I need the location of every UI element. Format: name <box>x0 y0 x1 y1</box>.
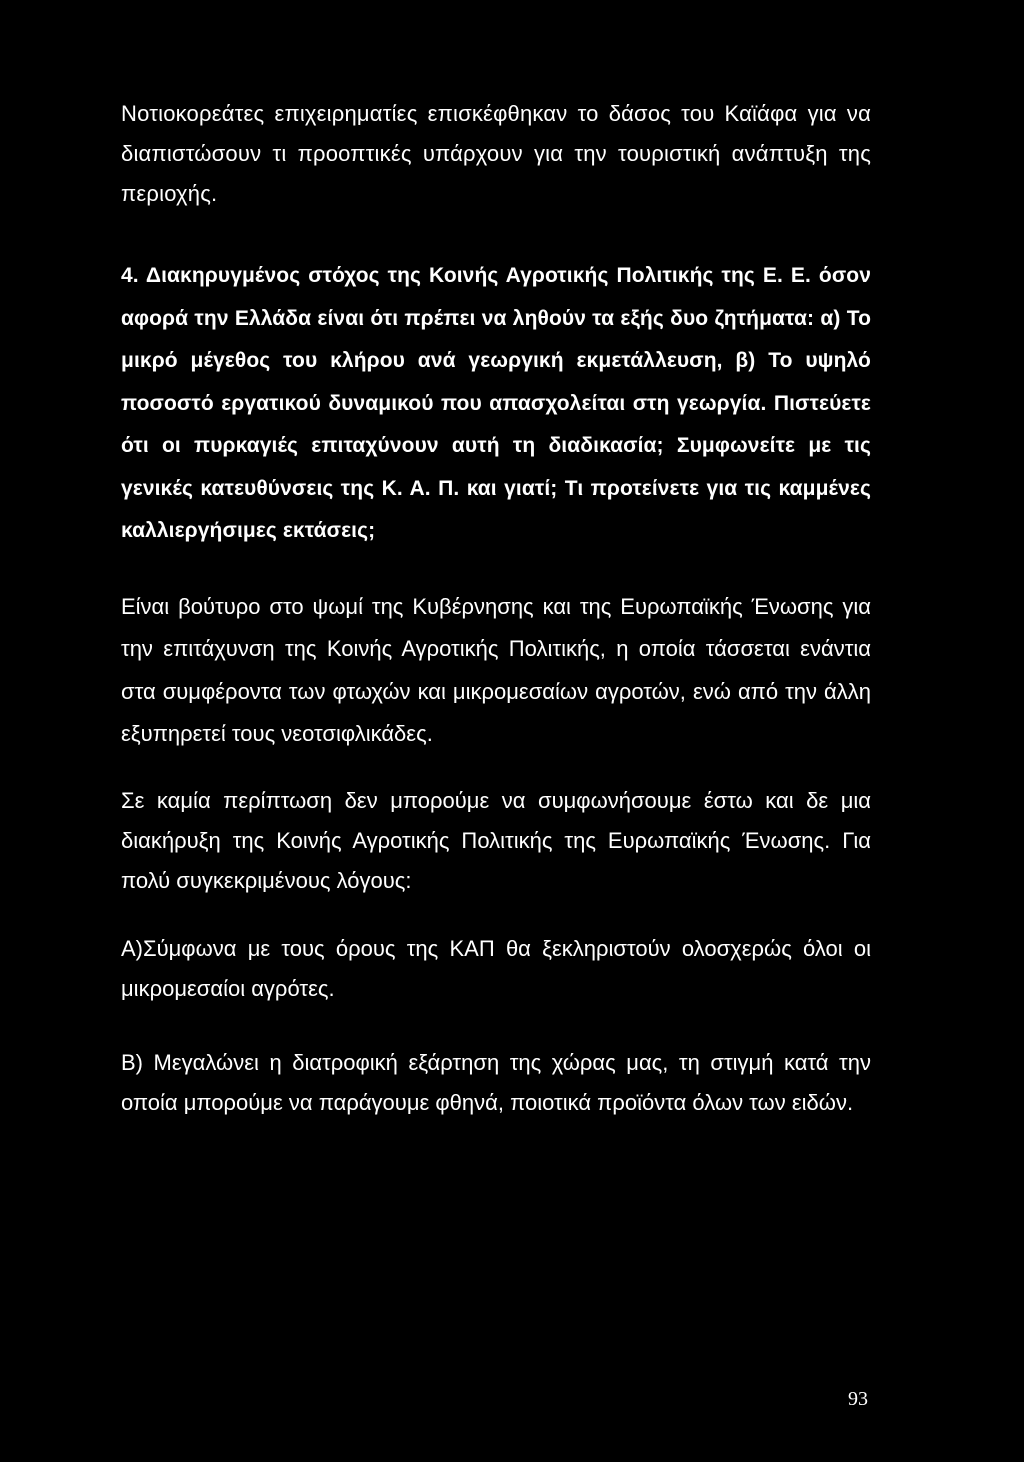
paragraph-answer-2: Σε καμία περίπτωση δεν μπορούμε να συμφωνήσουμε έστω και δε μια διακήρυξη της Κοινής Αγροτικής Πολιτικής της Ευρωπαϊκής Ένωσης. Για πολύ συγκεκριμένους λόγους: <box>121 787 871 893</box>
document-page <box>121 94 871 1123</box>
page-number: 93 <box>848 1388 868 1410</box>
paragraph-answer-1: Είναι βούτυρο στο ψωμί της Κυβέρνησης και της Ευρωπαϊκής Ένωσης για την επιτάχυνση της Κοινής Αγροτικής Πολιτικής, η οποία τάσσεται ενάντια στα συμφέροντα των φτωχών και μικρομεσαίων αγροτών, ενώ από την άλλη εξυπηρετεί τους νεοτσιφλικάδες. <box>121 593 871 746</box>
paragraph-intro: Νοτιοκορεάτες επιχειρηματίες επισκέφθηκαν το δάσος του Καϊάφα για να διαπιστώσουν τι προοπτικές υπάρχουν για την τουριστική ανάπτυξη της περιοχής. <box>121 101 871 206</box>
paragraph-point-a: Α)Σύμφωνα με τους όρους της ΚΑΠ θα ξεκληριστούν ολοσχερώς όλοι οι μικρομεσαίοι αγρότες. <box>121 935 871 1001</box>
paragraph-question-4: 4. Διακηρυγμένος στόχος της Κοινής Αγροτικής Πολιτικής της Ε. Ε. όσον αφορά την Ελλάδα είναι ότι πρέπει να ληθούν τα εξής δυο ζητήματα: α) Το μικρό μέγεθος του κλήρου ανά γεωργική εκμετάλλευση, β) Το υψηλό ποσοστό εργατικού δυναμικού που απασχολείται στη γεωργία. Πιστεύετε ότι οι πυρκαγιές επιταχύνουν αυτή τη διαδικασία; Συμφωνείτε με τις γενικές κατευθύνσεις της Κ. Α. Π. και γιατί; Τι προτείνετε για τις καμμένες καλλιεργήσιμες εκτάσεις; <box>121 264 871 542</box>
paragraph-point-b: Β) Μεγαλώνει η διατροφική εξάρτηση της χώρας μας, τη στιγμή κατά την οποία μπορούμε να παράγουμε φθηνά, ποιοτικά προϊόντα όλων των ειδών. <box>121 1049 871 1115</box>
